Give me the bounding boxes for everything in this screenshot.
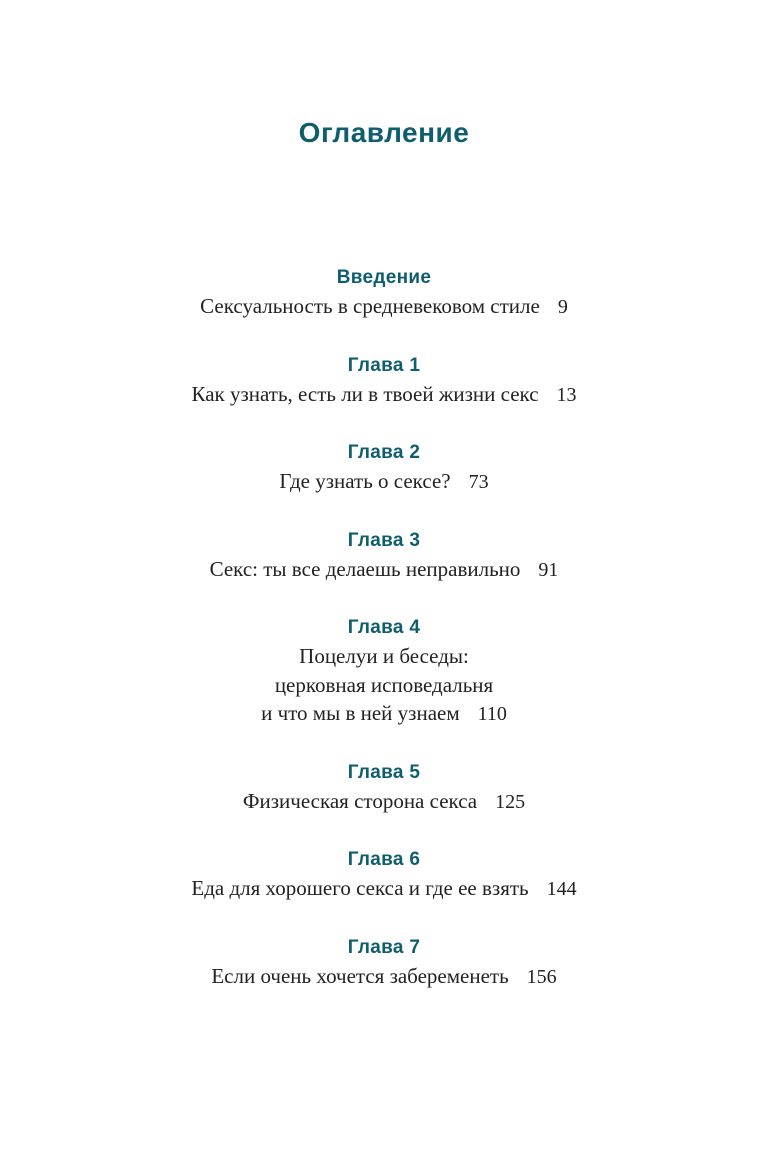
page-number: 91	[538, 558, 559, 581]
entry-line-text: Еда для хорошего секса и где ее взять	[191, 876, 529, 900]
entry-lines	[0, 555, 768, 585]
entry-line-text: Если очень хочется забеременеть	[211, 963, 509, 988]
page-number: 144	[546, 878, 577, 900]
page-number: 13	[556, 383, 577, 406]
page-number: 9	[557, 296, 568, 318]
chapter-heading: Глава 7	[347, 936, 421, 958]
entry-lines	[0, 642, 768, 729]
chapter-heading: Глава 2	[347, 442, 421, 463]
toc-entry	[0, 439, 768, 497]
entry-line	[0, 787, 768, 817]
toc-entry	[0, 352, 768, 410]
toc-entry	[0, 846, 768, 904]
chapter-heading: Глава 1	[347, 354, 421, 376]
chapter-heading: Глава 5	[347, 761, 421, 783]
page-number: 156	[526, 965, 557, 988]
entry-lines	[0, 962, 768, 992]
entry-line	[0, 699, 768, 729]
page-number: 125	[495, 790, 526, 813]
entry-line	[0, 467, 768, 497]
toc-entry	[0, 527, 768, 585]
page-number: 73	[468, 471, 489, 493]
entry-line-text: Поцелуи и беседы:	[299, 644, 469, 668]
toc-entry	[0, 264, 768, 322]
entry-line	[0, 874, 768, 904]
entry-line	[0, 671, 768, 700]
page-number: 110	[477, 703, 507, 725]
entry-lines	[0, 787, 768, 817]
entry-line	[0, 962, 768, 992]
toc-entry	[0, 934, 768, 992]
entry-line-text: Секс: ты все делаешь неправильно	[209, 556, 521, 581]
chapter-heading: Глава 3	[347, 529, 421, 551]
entry-line-text: Как узнать, есть ли в твоей жизни секс	[191, 381, 539, 406]
entry-line	[0, 642, 768, 671]
entry-line-text: Физическая сторона секса	[242, 788, 478, 813]
entry-line-text: и что мы в ней узнаем	[261, 701, 460, 725]
toc-list	[0, 264, 768, 991]
chapter-heading: Введение	[336, 267, 432, 288]
entry-lines	[0, 380, 768, 410]
entry-lines	[0, 467, 768, 497]
entry-line-text: Сексуальность в средневековом стиле	[200, 294, 540, 318]
toc-entry	[0, 614, 768, 729]
entry-lines	[0, 874, 768, 904]
entry-line	[0, 555, 768, 585]
chapter-heading: Глава 6	[347, 849, 421, 870]
entry-line	[0, 380, 768, 410]
toc-entry	[0, 759, 768, 817]
entry-line-text: церковная исповедальня	[274, 672, 494, 697]
page-title: Оглавление	[298, 117, 470, 148]
entry-lines	[0, 292, 768, 322]
chapter-heading: Глава 4	[347, 617, 421, 638]
entry-line	[0, 292, 768, 322]
entry-line-text: Где узнать о сексе?	[279, 469, 451, 493]
